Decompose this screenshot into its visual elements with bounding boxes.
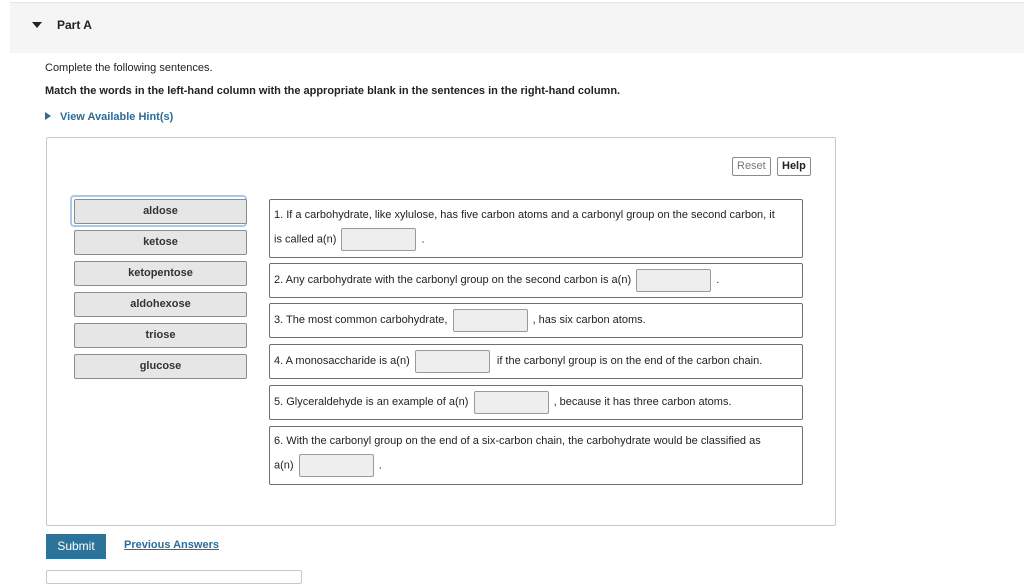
instruction-text: Complete the following sentences. [45,62,213,74]
expand-caret-icon [45,112,51,120]
drop-target-4[interactable] [415,350,490,373]
sentence-1-end: . [421,233,425,246]
previous-answers-link[interactable]: Previous Answers [124,539,219,551]
word-tile-aldose[interactable]: aldose [74,199,247,224]
word-tile-glucose[interactable]: glucose [74,354,247,379]
sentence-1-text: 1. If a carbohydrate, like xylulose, has five carbon atoms and a carbonyl group on the second carbon, it [274,209,775,221]
sentence-2-end: . [716,274,720,286]
sentence-2-text: 2. Any carbohydrate with the carbonyl group on the second carbon is a(n) [274,274,632,286]
word-tile-ketose[interactable]: ketose [74,230,247,255]
sentence-2 [269,263,803,298]
sentence-3 [269,303,803,338]
sentence-5-end: , because it has three carbon atoms. [553,396,732,408]
word-tile-aldohexose[interactable]: aldohexose [74,292,247,317]
submit-button[interactable]: Submit [46,534,106,559]
sentence-3-end: , has six carbon atoms. [532,314,646,326]
drop-target-3[interactable] [453,309,528,332]
collapse-caret-icon[interactable] [32,22,42,28]
drop-target-2[interactable] [636,269,711,292]
hint-label: View Available Hint(s) [60,111,174,123]
sentence-6-end: . [378,459,382,472]
sentence-4-end: if the carbonyl group is on the end of the carbon chain. [496,355,763,367]
part-header[interactable] [10,2,1024,53]
sentence-5-text: 5. Glyceraldehyde is an example of a(n) [274,396,469,408]
sentence-4-text: 4. A monosaccharide is a(n) [274,355,410,367]
drop-target-1[interactable] [341,228,416,251]
view-hints-link[interactable] [45,111,173,123]
next-section-box [46,570,302,584]
word-tile-ketopentose[interactable]: ketopentose [74,261,247,286]
sentence-6-cont: a(n) [274,459,294,472]
drop-target-5[interactable] [474,391,549,414]
matching-instruction: Match the words in the left-hand column with the appropriate blank in the sentences in the right-hand column. [45,85,621,97]
matching-panel [46,137,836,526]
sentence-1 [269,199,803,258]
part-title: Part A [57,18,92,32]
drop-target-6[interactable] [299,454,374,477]
sentence-1-cont: is called a(n) [274,233,337,246]
sentence-6 [269,426,803,485]
word-tile-triose[interactable]: triose [74,323,247,348]
reset-button[interactable]: Reset [732,157,771,176]
sentence-6-text: 6. With the carbonyl group on the end of a six-carbon chain, the carbohydrate would be classified as [274,435,761,447]
help-button[interactable]: Help [777,157,811,176]
sentence-3-text: 3. The most common carbohydrate, [274,314,448,326]
sentence-5 [269,385,803,420]
sentence-4 [269,344,803,379]
